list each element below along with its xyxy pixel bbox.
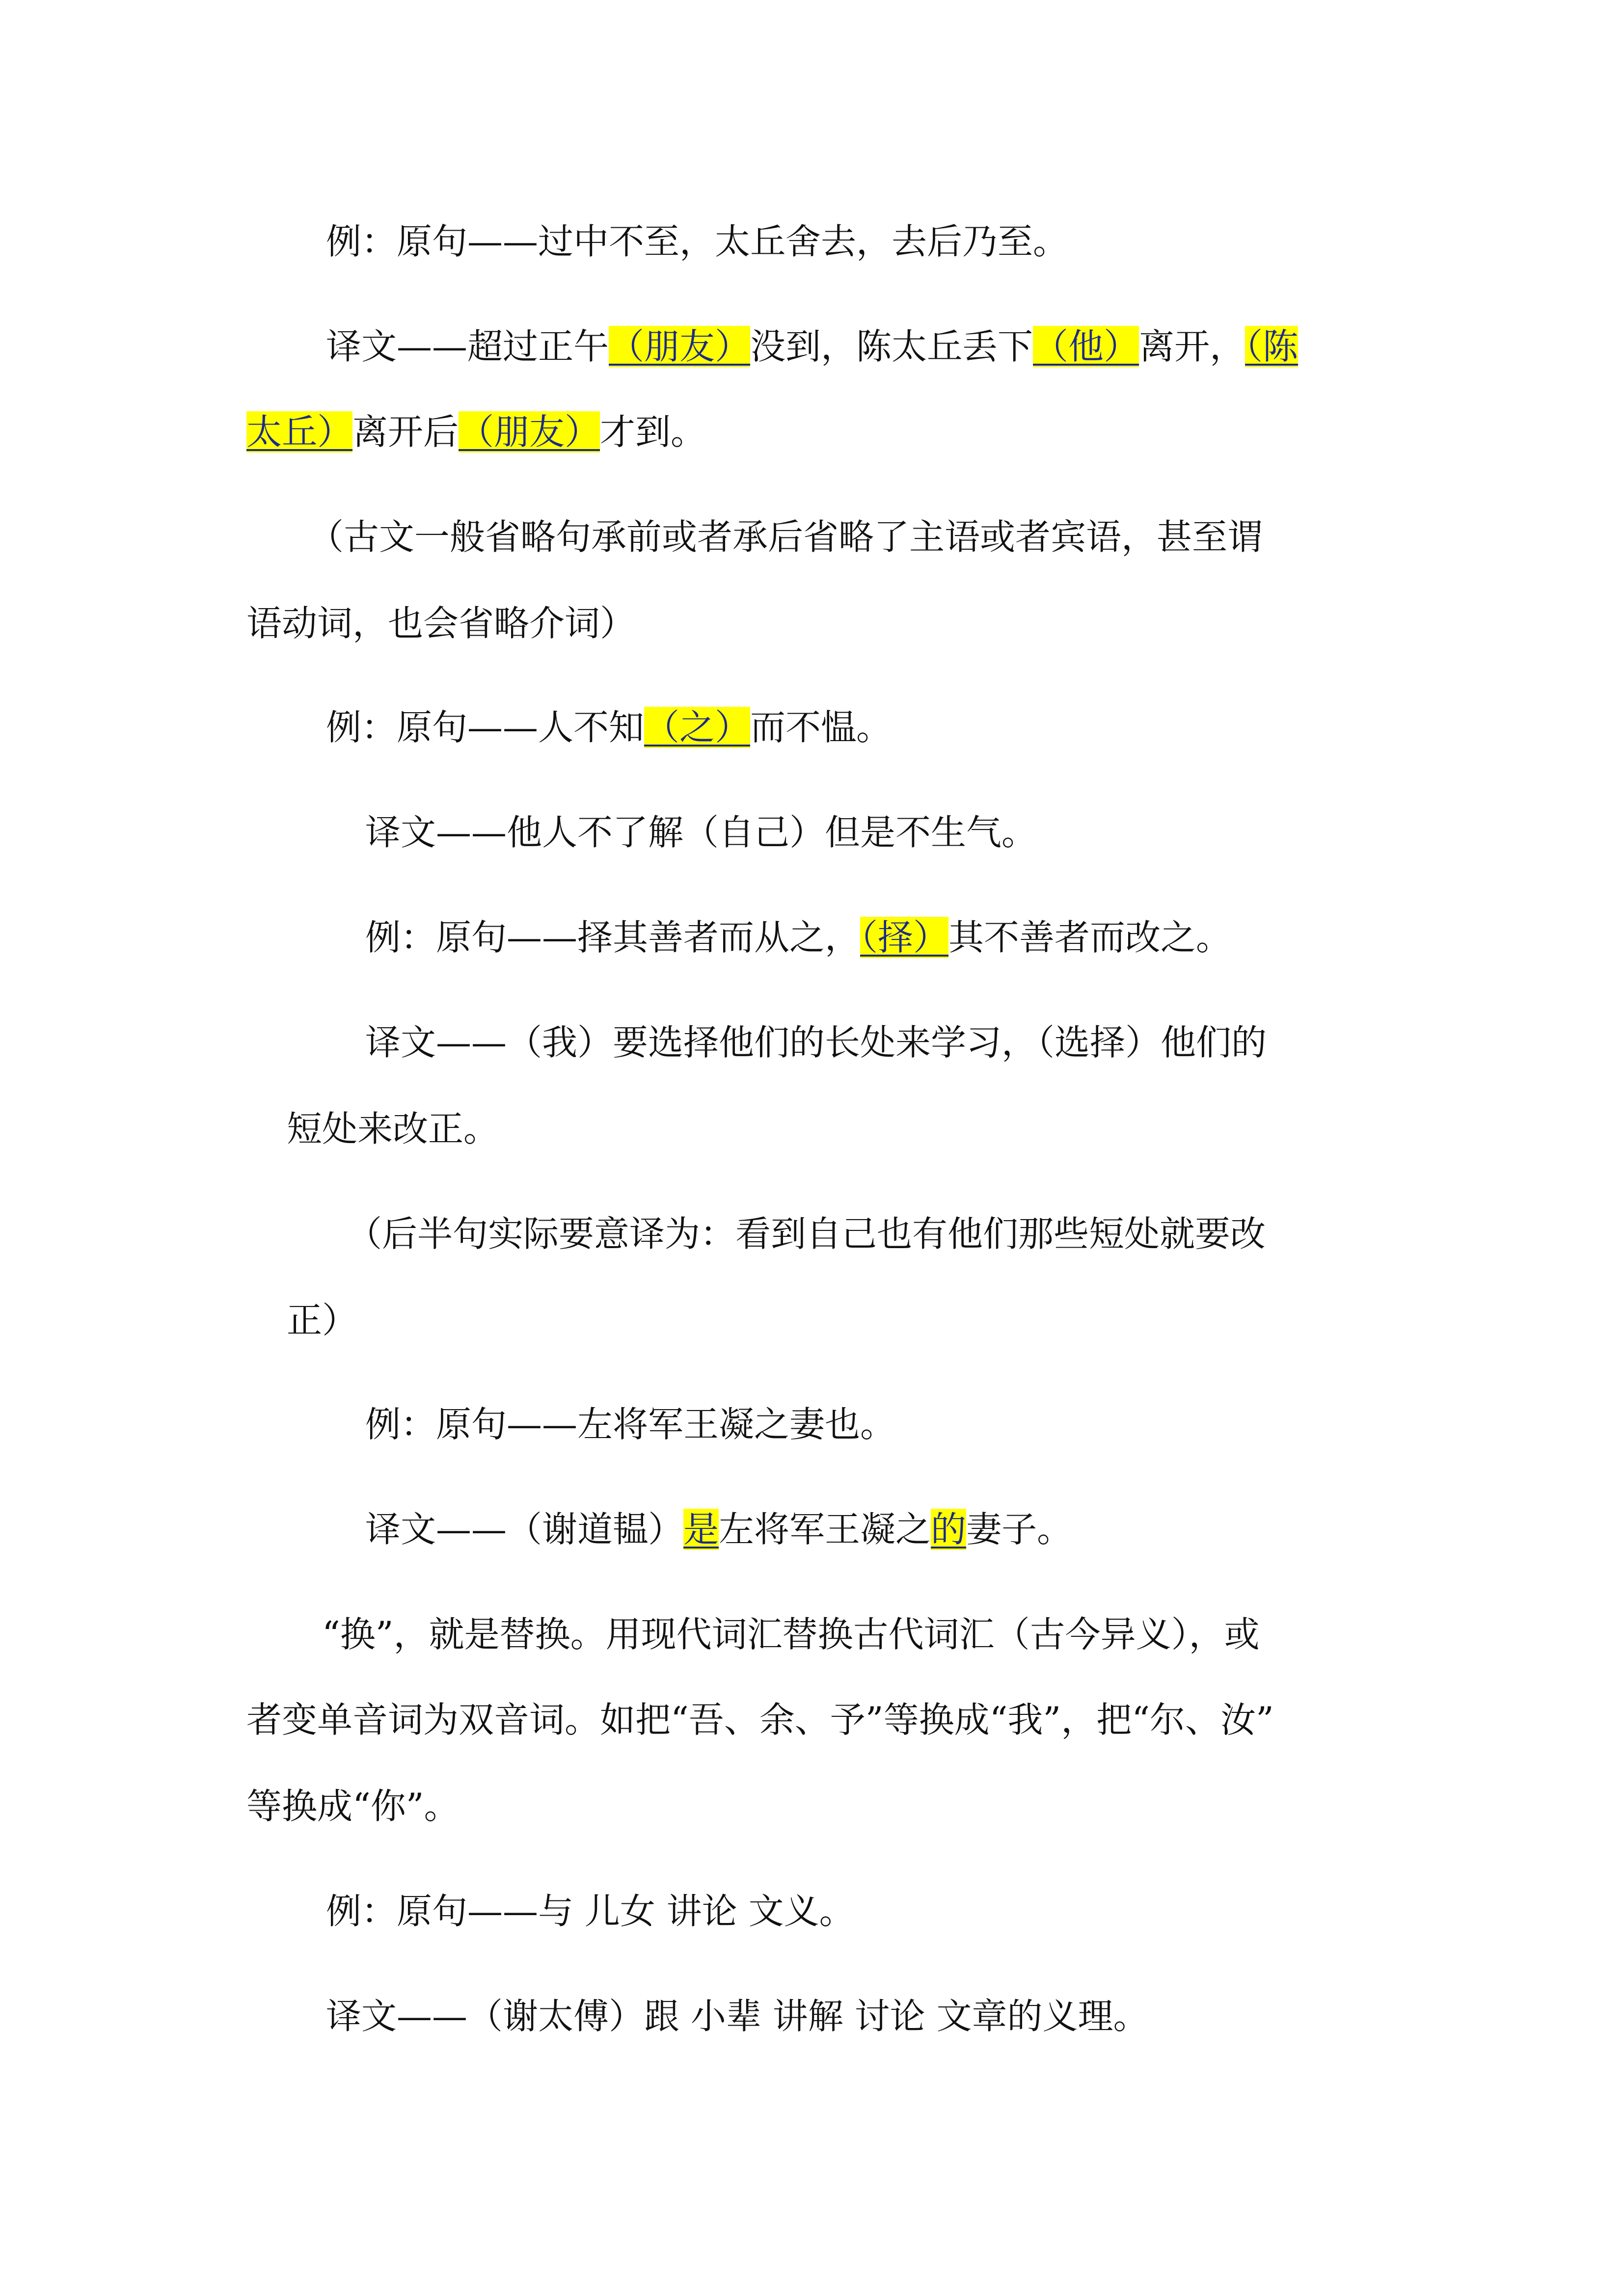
text: 正） — [287, 1300, 358, 1341]
line-19 — [326, 1992, 1149, 2041]
text: 例：原句——择其善者而从之， — [365, 917, 861, 958]
line-15 — [322, 1610, 1260, 1659]
highlighted-text: 的 — [931, 1509, 967, 1550]
line-7 — [365, 808, 1037, 857]
highlighted-text: （他） — [1033, 326, 1139, 367]
line-9 — [365, 1018, 1267, 1067]
text: （古文一般省略句承前或者承后省略了主语或者宾语，甚至谓 — [308, 516, 1263, 558]
highlighted-text: （择） — [860, 917, 949, 958]
text: 妻子。 — [966, 1509, 1073, 1550]
text: “换”，就是替换。用现代词汇替换古代词汇（古今异义），或 — [322, 1614, 1260, 1655]
text: 译文——（谢太傅）跟 小辈 讲解 讨论 文章的义理。 — [326, 1996, 1149, 2037]
text: 译文——他人不了解（自己）但是不生气。 — [365, 812, 1037, 853]
line-12 — [287, 1296, 357, 1345]
text: 例：原句——左将军王凝之妻也。 — [365, 1404, 896, 1445]
text: 例：原句——人不知 — [326, 707, 645, 748]
highlighted-text: 太丘） — [246, 411, 353, 453]
text: 译文——超过正午 — [326, 326, 609, 367]
line-1 — [326, 217, 1068, 266]
text: 例：原句——过中不至，太丘舍去，去后乃至。 — [326, 221, 1069, 262]
line-13 — [365, 1400, 895, 1449]
text: 例：原句——与 儿女 讲论 文义。 — [326, 1891, 855, 1932]
line-4 — [308, 512, 1263, 561]
line-16 — [246, 1695, 1274, 1744]
line-8 — [365, 913, 1231, 962]
text: 者变单音词为双音词。如把“吾、余、予”等换成“我”，把“尔、汝” — [246, 1699, 1274, 1740]
line-10 — [287, 1104, 499, 1153]
highlighted-text: （朋友） — [609, 326, 751, 367]
text: 等换成“你”。 — [246, 1786, 460, 1827]
line-6 — [326, 703, 892, 752]
text: 语动词，也会省略介词） — [246, 603, 636, 644]
text: 其不善者而改之。 — [948, 917, 1232, 958]
text: 才到。 — [600, 411, 706, 453]
text: 左将军王凝之 — [719, 1509, 931, 1550]
line-11 — [347, 1209, 1266, 1258]
text: 译文——（谢道韫） — [365, 1509, 684, 1550]
text: 译文——（我）要选择他们的长处来学习，（选择）他们的 — [365, 1022, 1267, 1063]
text: 没到，陈太丘丢下 — [750, 326, 1033, 367]
text: 短处来改正。 — [287, 1108, 499, 1149]
highlighted-text: （陈 — [1245, 326, 1299, 367]
line-3 — [246, 407, 706, 456]
highlighted-text: 是 — [683, 1509, 719, 1550]
line-17 — [246, 1782, 460, 1831]
line-14 — [365, 1505, 1072, 1554]
text: 而不愠。 — [750, 707, 892, 748]
text: （后半句实际要意译为：看到自己也有他们那些短处就要改 — [347, 1213, 1266, 1255]
text: 离开后 — [352, 411, 459, 453]
text: 离开， — [1139, 326, 1245, 367]
line-18 — [326, 1887, 855, 1936]
line-5 — [246, 599, 635, 648]
highlighted-text: （朋友） — [459, 411, 600, 453]
highlighted-text: （之） — [644, 707, 751, 748]
line-2 — [326, 322, 1298, 371]
